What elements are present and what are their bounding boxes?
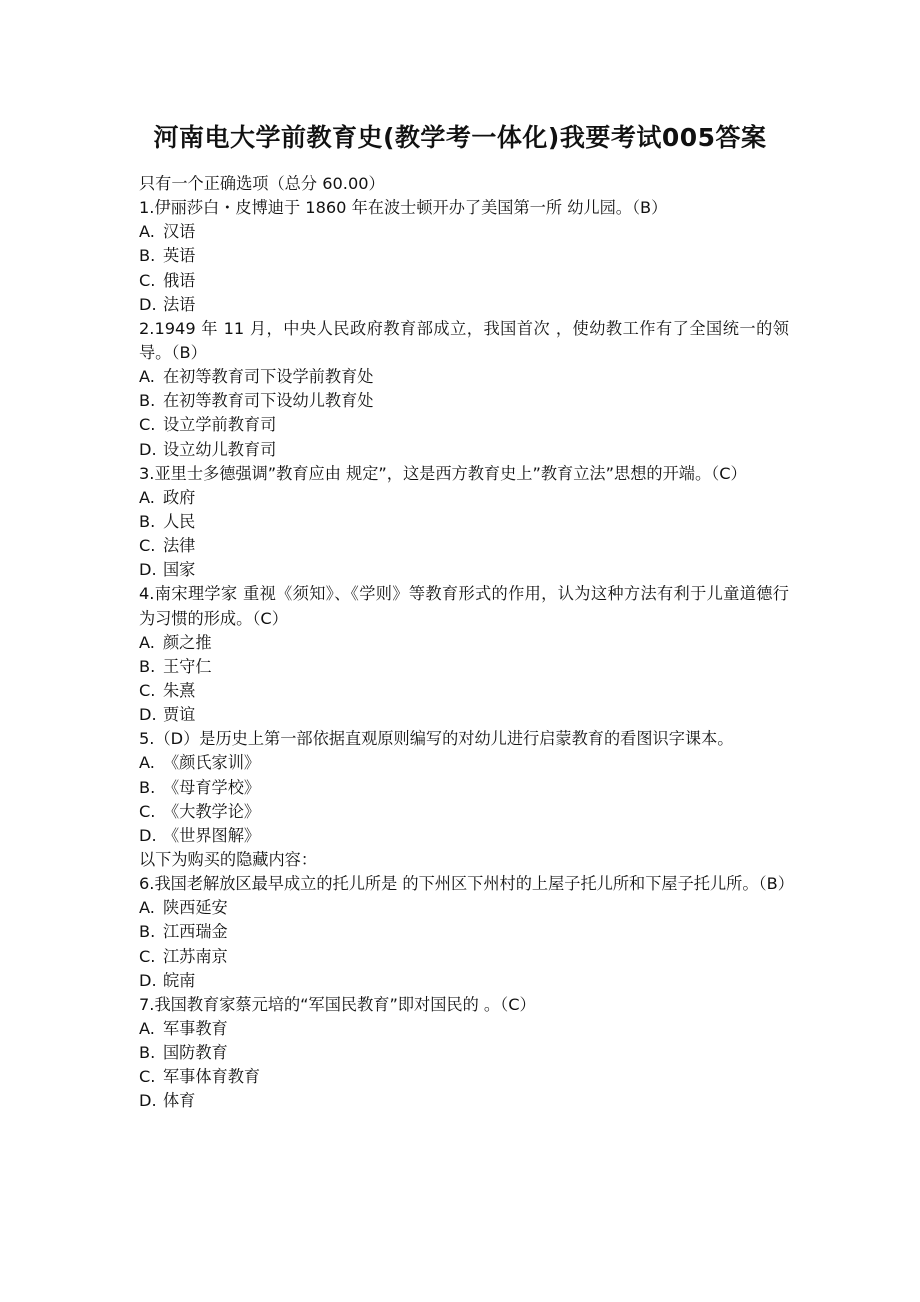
question-text: 4.南宋理学家 重视《须知》、《学则》等教育形式的作用，认为这种方法有利于儿童道德行为习惯的形成。（C）: [139, 584, 789, 628]
option-letter: B.: [139, 1043, 156, 1063]
option-text: 《世界图解》: [163, 825, 261, 845]
option-text: 军事教育: [163, 1019, 228, 1039]
option-letter: B.: [139, 391, 156, 411]
option-text: 在初等教育司下设学前教育处: [163, 367, 374, 387]
option-letter: C.: [139, 801, 156, 821]
option-text: 法律: [163, 536, 196, 556]
option-text: 陕西延安: [163, 898, 228, 918]
hidden-content-notice: 以下为购买的隐藏内容：: [139, 850, 318, 870]
option-text: 《颜氏家训》: [163, 753, 261, 773]
document-title: 河南电大学前教育史(教学考一体化)我要考试005答案: [153, 123, 767, 152]
option-letter: D.: [139, 294, 157, 314]
question-text: 5.（D）是历史上第一部依据直观原则编写的对幼儿进行启蒙教育的看图识字课本。: [139, 729, 734, 749]
option-letter: B.: [139, 777, 156, 797]
option-text: 国家: [163, 560, 196, 580]
option-text: 人民: [163, 512, 196, 532]
option-letter: A.: [139, 1019, 155, 1039]
option-letter: A.: [139, 222, 155, 242]
option-text: 在初等教育司下设幼儿教育处: [163, 391, 374, 411]
option-letter: A.: [139, 487, 155, 507]
option-letter: B.: [139, 656, 156, 676]
option-letter: C.: [139, 270, 156, 290]
option-letter: B.: [139, 512, 156, 532]
option-item: [139, 896, 789, 920]
option-text: 皖南: [163, 970, 196, 990]
option-item: [139, 534, 789, 558]
question-block: [139, 317, 789, 462]
option-text: 国防教育: [163, 1043, 228, 1063]
option-item: [139, 776, 789, 800]
option-text: 江西瑞金: [163, 922, 228, 942]
option-item: [139, 413, 789, 437]
option-letter: C.: [139, 681, 156, 701]
option-letter: D.: [139, 560, 157, 580]
option-item: [139, 1041, 789, 1065]
option-item: [139, 438, 789, 462]
option-item: [139, 751, 789, 775]
option-letter: D.: [139, 1091, 157, 1111]
option-item: [139, 510, 789, 534]
question-block: [139, 582, 789, 727]
option-text: 朱熹: [163, 681, 196, 701]
option-text: 体育: [163, 1091, 196, 1111]
option-text: 汉语: [163, 222, 196, 242]
option-text: 贾谊: [163, 705, 196, 725]
option-letter: C.: [139, 415, 156, 435]
option-text: 俄语: [163, 270, 196, 290]
option-item: [139, 1017, 789, 1041]
question-text: 1.伊丽莎白・皮博迪于 1860 年在波士顿开办了美国第一所 幼儿园。（B）: [139, 198, 668, 218]
option-letter: D.: [139, 825, 157, 845]
option-letter: A.: [139, 898, 155, 918]
option-item: [139, 1089, 789, 1113]
option-item: [139, 244, 789, 268]
option-text: 王守仁: [163, 656, 212, 676]
option-item: [139, 365, 789, 389]
option-item: [139, 293, 789, 317]
option-text: 颜之推: [163, 632, 212, 652]
option-letter: D.: [139, 970, 157, 990]
question-text: 6.我国老解放区最早成立的托儿所是 的下州区下州村的上屋子托儿所和下屋子托儿所。（B）: [139, 874, 794, 894]
option-text: 法语: [163, 294, 196, 314]
option-item: [139, 824, 789, 848]
option-item: [139, 220, 789, 244]
option-letter: A.: [139, 367, 155, 387]
option-item: [139, 486, 789, 510]
option-letter: D.: [139, 705, 157, 725]
question-list: [139, 172, 794, 1114]
option-item: [139, 800, 789, 824]
option-letter: B.: [139, 246, 156, 266]
option-item: [139, 945, 789, 969]
option-text: 江苏南京: [163, 946, 228, 966]
section-header: 只有一个正确选项（总分 60.00）: [139, 174, 385, 193]
option-item: [139, 631, 789, 655]
option-item: [139, 655, 789, 679]
option-letter: A.: [139, 632, 155, 652]
option-letter: C.: [139, 1067, 156, 1087]
option-item: [139, 389, 789, 413]
option-item: [139, 269, 789, 293]
option-text: 设立学前教育司: [163, 415, 277, 435]
option-letter: B.: [139, 922, 156, 942]
option-letter: C.: [139, 536, 156, 556]
option-letter: A.: [139, 753, 155, 773]
option-item: [139, 558, 789, 582]
option-item: [139, 1065, 789, 1089]
question-text: 7.我国教育家蔡元培的“军国民教育”即对国民的 。（C）: [139, 994, 536, 1014]
question-text: 3.亚里士多德强调”教育应由 规定”，这是西方教育史上”教育立法”思想的开端。（C）: [139, 463, 747, 483]
option-text: 军事体育教育: [163, 1067, 261, 1087]
option-item: [139, 703, 789, 727]
question-block: [139, 462, 789, 583]
option-letter: C.: [139, 946, 156, 966]
question-block: [139, 727, 789, 848]
option-item: [139, 920, 789, 944]
option-letter: D.: [139, 439, 157, 459]
option-text: 《母育学校》: [163, 777, 261, 797]
option-text: 英语: [163, 246, 196, 266]
question-block: [139, 872, 794, 993]
option-text: 《大教学论》: [163, 801, 261, 821]
question-block: [139, 993, 789, 1114]
option-text: 设立幼儿教育司: [163, 439, 277, 459]
option-item: [139, 679, 789, 703]
question-block: [139, 196, 789, 317]
option-item: [139, 969, 789, 993]
question-text: 2.1949 年 11 月，中央人民政府教育部成立，我国首次 ，使幼教工作有了全国统一的领导。（B）: [139, 318, 789, 363]
option-text: 政府: [163, 487, 196, 507]
